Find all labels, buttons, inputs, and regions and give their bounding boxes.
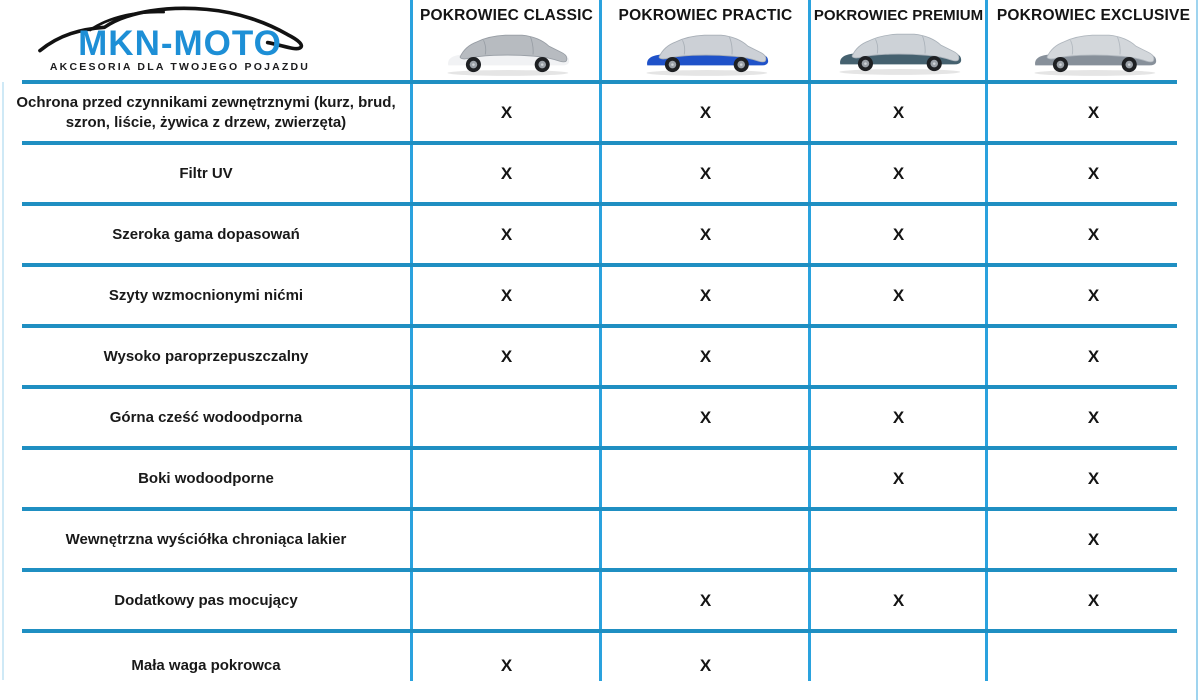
feature-mark: X <box>892 590 905 610</box>
feature-mark: X <box>1087 285 1100 305</box>
feature-label: Boki wodoodporne <box>138 469 274 487</box>
feature-mark: X <box>500 224 513 244</box>
table-row <box>0 509 1200 570</box>
feature-mark: X <box>500 102 513 122</box>
feature-label: Dodatkowy pas mocujący <box>114 591 298 609</box>
feature-mark <box>810 326 987 387</box>
table-row <box>0 631 1200 700</box>
feature-mark: X <box>699 102 712 122</box>
feature-mark: X <box>1087 346 1100 366</box>
feature-mark <box>810 509 987 570</box>
feature-mark: X <box>1087 529 1100 549</box>
column-header-practic <box>601 0 810 82</box>
feature-mark: X <box>1087 407 1100 427</box>
feature-label: Szyty wzmocnionymi nićmi <box>108 286 304 304</box>
feature-rows <box>0 82 1200 700</box>
product-title: POKROWIEC PRACTIC <box>618 7 793 24</box>
feature-label: Filtr UV <box>179 164 233 182</box>
feature-mark: X <box>699 655 712 675</box>
column-header-exclusive <box>987 0 1200 82</box>
feature-mark: X <box>699 285 712 305</box>
table-row <box>0 265 1200 326</box>
feature-label: Szeroka gama dopasowań <box>112 225 300 243</box>
product-title: POKROWIEC PREMIUM <box>813 7 984 24</box>
feature-label: Ochrona przed czynnikami zewnętrznymi (kurz, brud, szron, liście, żywica z drzew, zwierzęta) <box>16 94 396 131</box>
feature-mark <box>601 509 810 570</box>
feature-mark: X <box>500 163 513 183</box>
feature-mark: X <box>892 224 905 244</box>
feature-mark: X <box>892 163 905 183</box>
feature-mark: X <box>500 655 513 675</box>
feature-mark <box>810 631 987 700</box>
product-car-image-exclusive <box>1018 26 1170 78</box>
feature-label: Wewnętrzna wyściółka chroniąca lakier <box>65 530 347 548</box>
feature-mark: X <box>892 285 905 305</box>
feature-mark <box>987 631 1200 700</box>
feature-mark: X <box>1087 224 1100 244</box>
feature-mark: X <box>699 346 712 366</box>
feature-mark <box>412 448 601 509</box>
table-row <box>0 143 1200 204</box>
feature-mark: X <box>892 407 905 427</box>
feature-mark: X <box>500 346 513 366</box>
table-row <box>0 82 1200 143</box>
feature-mark: X <box>500 285 513 305</box>
feature-mark: X <box>699 590 712 610</box>
feature-mark: X <box>1087 163 1100 183</box>
feature-label: Górna cześć wodoodporna <box>109 408 303 426</box>
product-car-image-premium <box>823 25 975 77</box>
feature-mark: X <box>699 224 712 244</box>
product-title: POKROWIEC CLASSIC <box>419 7 594 24</box>
feature-mark <box>601 448 810 509</box>
product-car-image-practic <box>630 26 782 78</box>
feature-mark: X <box>1087 468 1100 488</box>
table-row <box>0 448 1200 509</box>
product-car-image-classic <box>431 26 583 78</box>
table-row <box>0 387 1200 448</box>
column-header-classic <box>412 0 601 82</box>
feature-mark: X <box>1087 590 1100 610</box>
table-header <box>0 0 1200 82</box>
feature-label: Wysoko paroprzepuszczalny <box>103 347 309 365</box>
brand-tagline: AKCESORIA DLA TWOJEGO POJAZDU <box>49 61 311 73</box>
feature-mark <box>412 387 601 448</box>
feature-mark: X <box>699 407 712 427</box>
feature-mark: X <box>699 163 712 183</box>
feature-mark <box>412 570 601 631</box>
table-row <box>0 326 1200 387</box>
table-row <box>0 204 1200 265</box>
product-title: POKROWIEC EXCLUSIVE <box>996 7 1191 24</box>
feature-label: Mała waga pokrowca <box>131 656 281 674</box>
table-row <box>0 570 1200 631</box>
column-header-premium <box>810 0 987 82</box>
feature-mark: X <box>1087 102 1100 122</box>
feature-mark: X <box>892 102 905 122</box>
brand-logo <box>0 0 412 82</box>
brand-name: MKN-MOTO <box>78 24 282 63</box>
feature-mark <box>412 509 601 570</box>
feature-mark: X <box>892 468 905 488</box>
